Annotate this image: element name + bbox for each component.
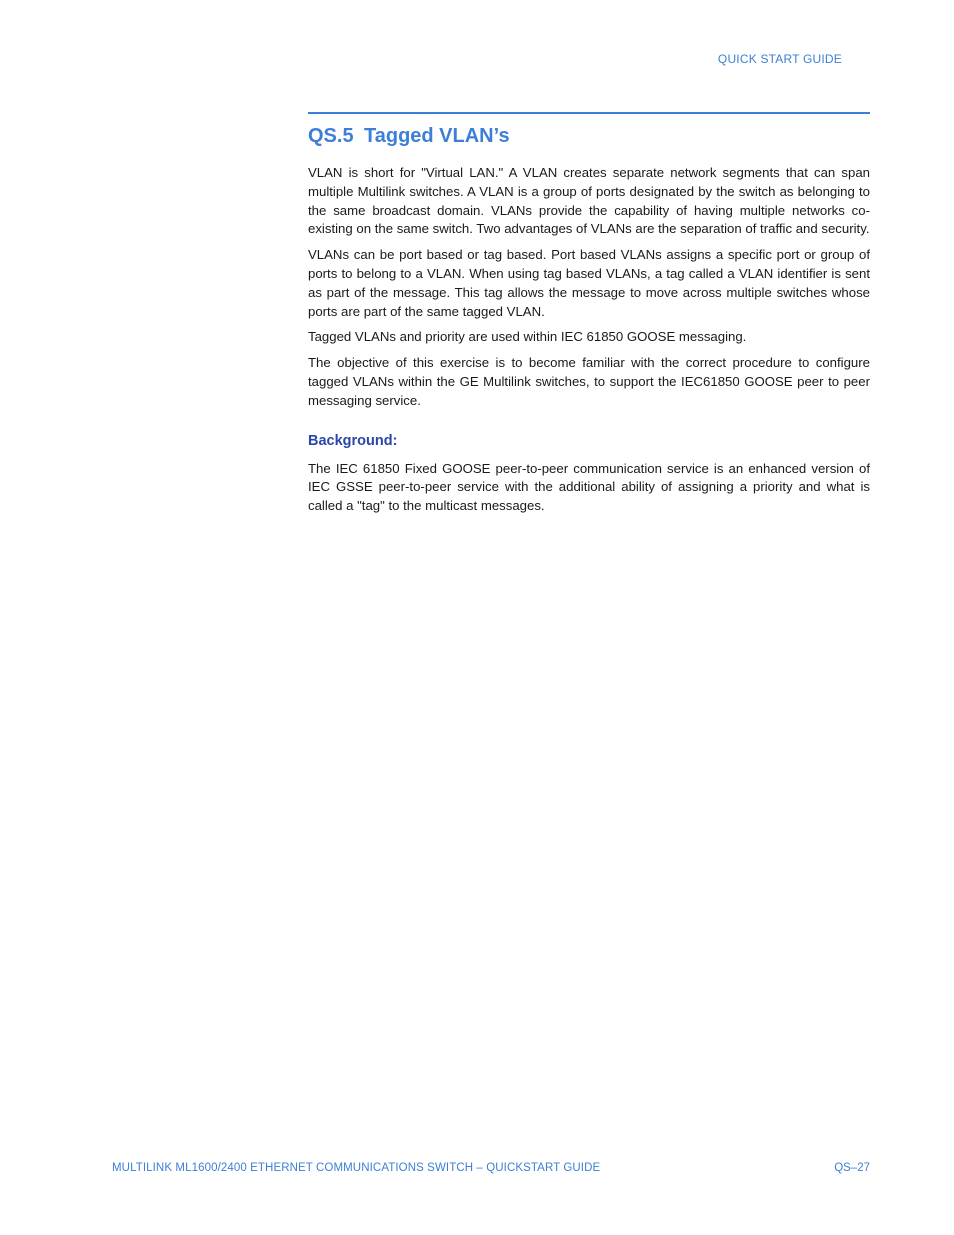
section-heading <box>308 123 870 149</box>
running-header: QUICK START GUIDE <box>717 52 842 66</box>
paragraph-background: The IEC 61850 Fixed GOOSE peer-to-peer communication service is an enhanced version of IEC GSSE peer-to-peer service with the additional ability of assigning a priority and what is called a "tag" to the multicast messages. <box>308 460 870 514</box>
footer-title: MULTILINK ML1600/2400 ETHERNET COMMUNICATIONS SWITCH – QUICKSTART GUIDE <box>112 1162 601 1174</box>
paragraph-vlan-types: VLANs can be port based or tag based. Port based VLANs assigns a specific port or group of ports to belong to a VLAN. When using tag based VLANs, a tag called a VLAN identifier is sent as part of the message. This tag allows the message to move across multiple switches whose ports are part of the same tagged VLAN. <box>308 247 870 319</box>
paragraph-goose-usage: Tagged VLANs and priority are used within IEC 61850 GOOSE messaging. <box>308 329 747 345</box>
paragraph-objective: The objective of this exercise is to become familiar with the correct procedure to configure tagged VLANs within the GE Multilink switches, to support the IEC61850 GOOSE peer to peer messaging service. <box>308 355 870 408</box>
page-number: QS–27 <box>834 1162 870 1174</box>
section-title: Tagged VLAN’s <box>364 125 510 147</box>
section-rule <box>308 112 870 114</box>
section-number: QS.5 <box>308 125 354 147</box>
main-content <box>308 112 870 516</box>
background-heading: Background: <box>308 432 398 449</box>
paragraph-vlan-definition: VLAN is short for "Virtual LAN." A VLAN creates separate network segments that can span multiple Multilink switches. A VLAN is a group of ports designated by the switch as belonging to the same broadcast domain. VLANs provide the capability of having multiple networks co-existing on the same switch. Two advantages of VLANs are the separation of traffic and security. <box>308 165 870 237</box>
